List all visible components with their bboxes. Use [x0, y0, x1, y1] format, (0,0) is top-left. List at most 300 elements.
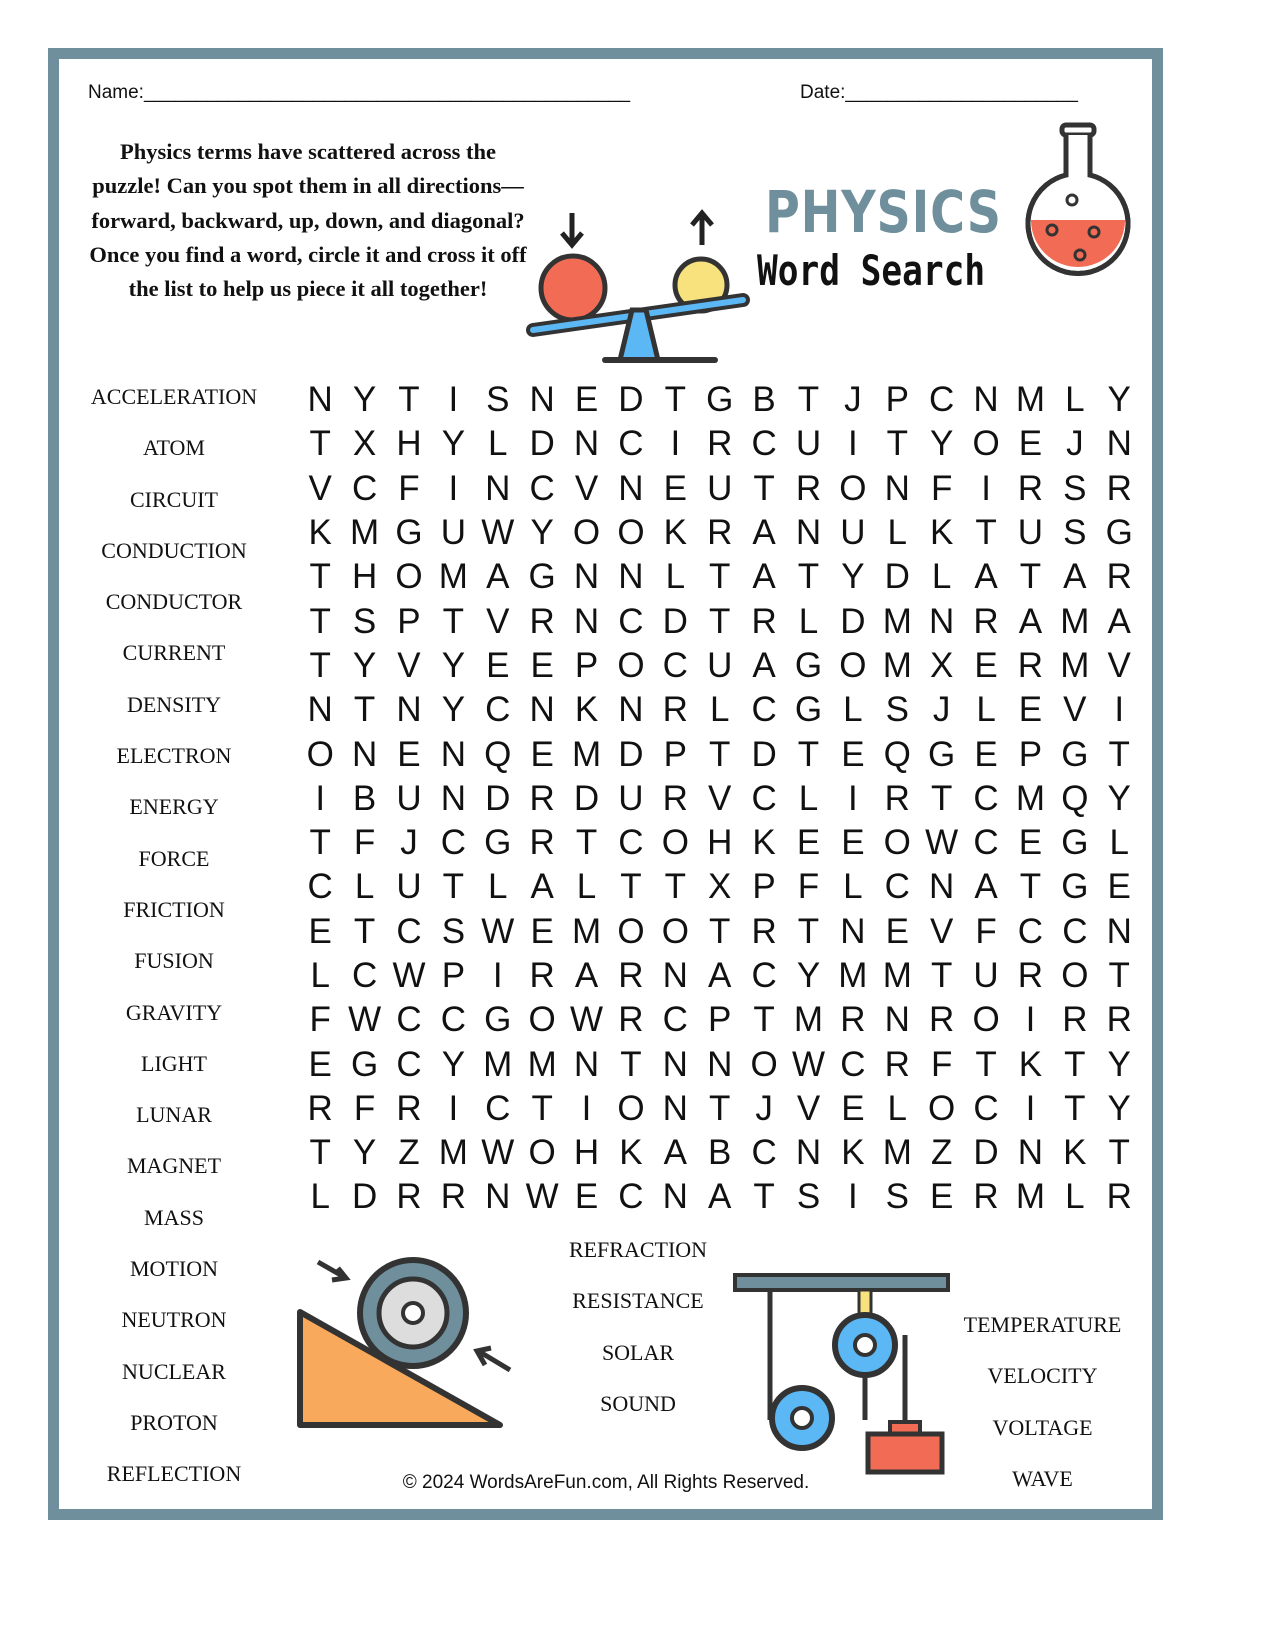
- grid-cell[interactable]: R: [662, 690, 688, 730]
- grid-cell[interactable]: L: [354, 867, 375, 907]
- grid-cell[interactable]: I: [315, 778, 326, 818]
- grid-cell[interactable]: J: [755, 1088, 773, 1128]
- grid-cell[interactable]: R: [707, 424, 733, 464]
- grid-cell[interactable]: C: [396, 1000, 422, 1040]
- grid-cell[interactable]: T: [753, 1000, 775, 1040]
- grid-cell[interactable]: O: [928, 1088, 956, 1128]
- grid-cell[interactable]: C: [751, 690, 777, 730]
- grid-cell[interactable]: N: [529, 690, 555, 730]
- grid-cell[interactable]: R: [396, 1088, 422, 1128]
- grid-cell[interactable]: P: [441, 956, 466, 995]
- grid-cell[interactable]: K: [841, 1133, 865, 1173]
- grid-cell[interactable]: L: [798, 601, 819, 641]
- grid-cell[interactable]: C: [751, 778, 777, 818]
- grid-cell[interactable]: C: [485, 690, 511, 730]
- grid-cell[interactable]: C: [1017, 911, 1044, 951]
- grid-cell[interactable]: N: [307, 380, 333, 420]
- grid-cell[interactable]: O: [395, 557, 423, 597]
- grid-cell[interactable]: Y: [1107, 1088, 1131, 1128]
- grid-cell[interactable]: G: [350, 1044, 379, 1084]
- grid-cell[interactable]: C: [973, 778, 999, 818]
- grid-cell[interactable]: R: [1106, 1000, 1132, 1040]
- grid-cell[interactable]: T: [709, 911, 731, 951]
- grid-cell[interactable]: D: [618, 734, 644, 774]
- grid-cell[interactable]: N: [618, 690, 644, 730]
- grid-cell[interactable]: O: [1061, 956, 1089, 995]
- grid-cell[interactable]: M: [882, 956, 912, 995]
- grid-cell[interactable]: R: [1017, 645, 1044, 685]
- grid-cell[interactable]: G: [528, 557, 556, 597]
- grid-cell[interactable]: R: [840, 1000, 866, 1040]
- grid-cell[interactable]: N: [573, 424, 600, 464]
- grid-cell[interactable]: R: [795, 468, 822, 508]
- grid-cell[interactable]: M: [438, 557, 468, 597]
- grid-cell[interactable]: T: [1019, 557, 1042, 597]
- grid-cell[interactable]: I: [1025, 1088, 1036, 1128]
- grid-cell[interactable]: K: [308, 513, 332, 553]
- grid-cell[interactable]: S: [486, 380, 510, 420]
- grid-cell[interactable]: G: [1061, 823, 1089, 863]
- grid-cell[interactable]: Y: [352, 645, 377, 685]
- grid-cell[interactable]: M: [350, 513, 380, 553]
- grid-cell[interactable]: V: [574, 468, 599, 508]
- grid-cell[interactable]: L: [576, 867, 597, 907]
- grid-cell[interactable]: R: [1017, 956, 1044, 995]
- grid-cell[interactable]: N: [884, 1000, 910, 1040]
- grid-cell[interactable]: G: [395, 513, 423, 553]
- grid-cell[interactable]: V: [1063, 690, 1087, 730]
- grid-cell[interactable]: D: [529, 424, 555, 464]
- grid-cell[interactable]: A: [752, 513, 776, 553]
- grid-cell[interactable]: Y: [1107, 1044, 1131, 1084]
- grid-cell[interactable]: T: [797, 734, 820, 774]
- grid-cell[interactable]: D: [485, 778, 511, 818]
- grid-cell[interactable]: X: [352, 424, 377, 464]
- grid-cell[interactable]: C: [440, 823, 466, 863]
- grid-cell[interactable]: R: [707, 513, 733, 553]
- grid-cell[interactable]: C: [396, 911, 422, 951]
- grid-cell[interactable]: W: [925, 823, 959, 863]
- grid-cell[interactable]: F: [797, 867, 820, 907]
- grid-cell[interactable]: T: [753, 1177, 775, 1217]
- grid-cell[interactable]: T: [709, 734, 731, 774]
- grid-cell[interactable]: W: [791, 1044, 826, 1084]
- grid-cell[interactable]: E: [841, 734, 865, 774]
- grid-cell[interactable]: W: [348, 1000, 382, 1040]
- grid-cell[interactable]: E: [841, 823, 865, 863]
- grid-cell[interactable]: N: [707, 1044, 733, 1084]
- grid-cell[interactable]: D: [840, 601, 866, 641]
- grid-cell[interactable]: R: [1062, 1000, 1088, 1040]
- grid-cell[interactable]: M: [527, 1044, 557, 1084]
- grid-cell[interactable]: Q: [883, 734, 911, 774]
- grid-cell[interactable]: R: [529, 778, 555, 818]
- grid-cell[interactable]: P: [708, 1000, 732, 1040]
- grid-cell[interactable]: S: [885, 1177, 909, 1217]
- grid-cell[interactable]: V: [308, 468, 332, 508]
- grid-cell[interactable]: I: [492, 956, 503, 995]
- grid-cell[interactable]: C: [929, 380, 955, 420]
- grid-cell[interactable]: N: [485, 468, 511, 508]
- grid-cell[interactable]: L: [887, 513, 907, 553]
- grid-cell[interactable]: O: [528, 1133, 556, 1173]
- grid-cell[interactable]: M: [882, 645, 912, 685]
- grid-cell[interactable]: A: [486, 557, 510, 597]
- grid-cell[interactable]: C: [485, 1088, 511, 1128]
- grid-cell[interactable]: K: [752, 823, 776, 863]
- grid-cell[interactable]: C: [618, 601, 644, 641]
- grid-cell[interactable]: E: [1107, 867, 1131, 907]
- grid-cell[interactable]: I: [448, 380, 459, 420]
- grid-cell[interactable]: D: [751, 734, 777, 774]
- grid-cell[interactable]: L: [709, 690, 730, 730]
- grid-cell[interactable]: S: [1063, 468, 1087, 508]
- grid-cell[interactable]: R: [396, 1177, 422, 1217]
- grid-cell[interactable]: A: [974, 557, 998, 597]
- grid-cell[interactable]: Z: [930, 1133, 953, 1173]
- grid-cell[interactable]: I: [1025, 1000, 1036, 1040]
- grid-cell[interactable]: C: [884, 867, 910, 907]
- grid-cell[interactable]: T: [442, 601, 465, 641]
- grid-cell[interactable]: Y: [796, 956, 821, 995]
- grid-cell[interactable]: T: [1064, 1088, 1086, 1128]
- grid-cell[interactable]: D: [573, 778, 600, 818]
- grid-cell[interactable]: E: [397, 734, 421, 774]
- grid-cell[interactable]: R: [529, 601, 555, 641]
- grid-cell[interactable]: L: [843, 690, 863, 730]
- grid-cell[interactable]: M: [1060, 645, 1090, 685]
- grid-cell[interactable]: L: [931, 557, 952, 597]
- date-field[interactable]: Date:______________________: [800, 82, 1078, 103]
- grid-cell[interactable]: O: [572, 513, 601, 553]
- grid-cell[interactable]: M: [1060, 601, 1090, 641]
- grid-cell[interactable]: W: [570, 1000, 604, 1040]
- grid-cell[interactable]: U: [396, 778, 422, 818]
- grid-cell[interactable]: C: [1062, 911, 1088, 951]
- grid-cell[interactable]: R: [929, 1000, 955, 1040]
- grid-cell[interactable]: E: [308, 1044, 332, 1084]
- grid-cell[interactable]: F: [353, 823, 376, 863]
- grid-cell[interactable]: E: [1018, 690, 1043, 730]
- grid-cell[interactable]: M: [1015, 778, 1046, 818]
- grid-cell[interactable]: N: [618, 468, 644, 508]
- grid-cell[interactable]: W: [481, 911, 515, 951]
- grid-cell[interactable]: N: [662, 956, 688, 995]
- grid-cell[interactable]: N: [351, 734, 378, 774]
- grid-cell[interactable]: T: [930, 956, 953, 995]
- grid-cell[interactable]: U: [440, 513, 466, 553]
- grid-cell[interactable]: W: [392, 956, 426, 995]
- grid-cell[interactable]: Y: [841, 557, 865, 597]
- grid-cell[interactable]: B: [352, 778, 377, 818]
- grid-cell[interactable]: L: [488, 424, 508, 464]
- grid-cell[interactable]: O: [972, 424, 1000, 464]
- grid-cell[interactable]: M: [882, 1133, 912, 1173]
- grid-cell[interactable]: U: [618, 778, 644, 818]
- grid-cell[interactable]: T: [398, 380, 420, 420]
- grid-cell[interactable]: B: [752, 380, 776, 420]
- grid-cell[interactable]: N: [440, 734, 466, 774]
- grid-cell[interactable]: N: [662, 1088, 688, 1128]
- grid-cell[interactable]: E: [841, 1088, 865, 1128]
- grid-cell[interactable]: Q: [1061, 778, 1089, 818]
- grid-cell[interactable]: E: [1018, 823, 1043, 863]
- grid-cell[interactable]: C: [751, 1133, 777, 1173]
- grid-cell[interactable]: S: [441, 911, 466, 951]
- grid-cell[interactable]: P: [397, 601, 421, 641]
- grid-cell[interactable]: T: [353, 690, 376, 730]
- grid-cell[interactable]: D: [662, 601, 688, 641]
- grid-cell[interactable]: U: [973, 956, 999, 995]
- grid-cell[interactable]: O: [839, 468, 867, 508]
- grid-cell[interactable]: G: [1061, 867, 1089, 907]
- grid-cell[interactable]: N: [795, 513, 822, 553]
- grid-cell[interactable]: O: [750, 1044, 778, 1084]
- grid-cell[interactable]: N: [440, 778, 466, 818]
- grid-cell[interactable]: J: [400, 823, 418, 863]
- grid-cell[interactable]: T: [975, 1044, 997, 1084]
- grid-cell[interactable]: C: [440, 1000, 466, 1040]
- grid-cell[interactable]: L: [1109, 823, 1129, 863]
- grid-cell[interactable]: P: [574, 645, 599, 685]
- grid-cell[interactable]: O: [617, 513, 645, 553]
- grid-cell[interactable]: R: [618, 1000, 644, 1040]
- grid-cell[interactable]: T: [886, 424, 908, 464]
- grid-cell[interactable]: D: [618, 380, 644, 420]
- grid-cell[interactable]: C: [529, 468, 555, 508]
- grid-cell[interactable]: J: [932, 690, 951, 730]
- grid-cell[interactable]: E: [885, 911, 909, 951]
- grid-cell[interactable]: X: [929, 645, 954, 685]
- grid-cell[interactable]: T: [309, 601, 331, 641]
- grid-cell[interactable]: M: [571, 911, 602, 951]
- grid-cell[interactable]: Z: [398, 1133, 420, 1173]
- grid-cell[interactable]: Y: [1107, 778, 1131, 818]
- grid-cell[interactable]: U: [1017, 513, 1044, 553]
- grid-cell[interactable]: R: [440, 1177, 466, 1217]
- grid-cell[interactable]: S: [352, 601, 377, 641]
- grid-cell[interactable]: M: [838, 956, 868, 995]
- grid-cell[interactable]: T: [797, 557, 820, 597]
- grid-cell[interactable]: O: [883, 823, 911, 863]
- grid-cell[interactable]: G: [928, 734, 956, 774]
- grid-cell[interactable]: G: [794, 690, 823, 730]
- grid-cell[interactable]: T: [797, 380, 820, 420]
- grid-cell[interactable]: N: [929, 867, 955, 907]
- grid-cell[interactable]: I: [581, 1088, 592, 1128]
- grid-cell[interactable]: P: [752, 867, 776, 907]
- grid-cell[interactable]: F: [398, 468, 420, 508]
- grid-cell[interactable]: R: [884, 778, 910, 818]
- grid-cell[interactable]: N: [1106, 911, 1132, 951]
- grid-cell[interactable]: V: [929, 911, 954, 951]
- grid-cell[interactable]: K: [1063, 1133, 1087, 1173]
- grid-cell[interactable]: W: [525, 1177, 559, 1217]
- grid-cell[interactable]: N: [662, 1177, 688, 1217]
- grid-cell[interactable]: R: [1017, 468, 1044, 508]
- grid-cell[interactable]: V: [708, 778, 732, 818]
- grid-cell[interactable]: A: [1063, 557, 1087, 597]
- grid-cell[interactable]: G: [484, 823, 512, 863]
- grid-cell[interactable]: C: [662, 645, 688, 685]
- grid-cell[interactable]: T: [620, 1044, 642, 1084]
- grid-cell[interactable]: L: [310, 1177, 330, 1217]
- grid-cell[interactable]: Y: [1107, 380, 1131, 420]
- grid-cell[interactable]: F: [309, 1000, 331, 1040]
- grid-cell[interactable]: C: [751, 956, 777, 995]
- grid-cell[interactable]: F: [353, 1088, 376, 1128]
- grid-cell[interactable]: Y: [352, 380, 377, 420]
- grid-cell[interactable]: E: [1018, 424, 1043, 464]
- grid-cell[interactable]: E: [796, 823, 821, 863]
- grid-cell[interactable]: N: [929, 601, 955, 641]
- grid-cell[interactable]: S: [1063, 513, 1087, 553]
- grid-cell[interactable]: R: [884, 1044, 910, 1084]
- grid-cell[interactable]: N: [973, 380, 999, 420]
- grid-cell[interactable]: T: [1108, 734, 1130, 774]
- grid-cell[interactable]: I: [981, 468, 991, 508]
- grid-cell[interactable]: G: [1105, 513, 1133, 553]
- grid-cell[interactable]: L: [798, 778, 819, 818]
- grid-cell[interactable]: A: [574, 956, 599, 995]
- grid-cell[interactable]: N: [485, 1177, 511, 1217]
- grid-cell[interactable]: A: [974, 867, 998, 907]
- grid-cell[interactable]: Y: [352, 1133, 377, 1173]
- grid-cell[interactable]: E: [530, 645, 554, 685]
- grid-cell[interactable]: I: [848, 424, 858, 464]
- grid-cell[interactable]: Y: [530, 513, 554, 553]
- grid-cell[interactable]: I: [448, 1088, 459, 1128]
- grid-cell[interactable]: E: [574, 380, 599, 420]
- grid-cell[interactable]: Y: [441, 690, 466, 730]
- grid-cell[interactable]: T: [309, 557, 331, 597]
- grid-cell[interactable]: W: [481, 513, 515, 553]
- grid-cell[interactable]: L: [488, 867, 508, 907]
- grid-cell[interactable]: R: [751, 601, 777, 641]
- grid-cell[interactable]: L: [976, 690, 996, 730]
- grid-cell[interactable]: T: [709, 1088, 731, 1128]
- grid-cell[interactable]: R: [529, 956, 555, 995]
- grid-cell[interactable]: O: [661, 823, 689, 863]
- grid-cell[interactable]: N: [840, 911, 866, 951]
- grid-cell[interactable]: T: [1064, 1044, 1086, 1084]
- grid-cell[interactable]: G: [794, 645, 823, 685]
- grid-cell[interactable]: C: [618, 823, 644, 863]
- grid-cell[interactable]: R: [751, 911, 777, 951]
- grid-cell[interactable]: A: [530, 867, 554, 907]
- grid-cell[interactable]: O: [306, 734, 334, 774]
- grid-cell[interactable]: T: [442, 867, 465, 907]
- grid-cell[interactable]: G: [1061, 734, 1089, 774]
- grid-cell[interactable]: N: [307, 690, 333, 730]
- grid-cell[interactable]: Y: [441, 645, 466, 685]
- grid-cell[interactable]: R: [307, 1088, 333, 1128]
- grid-cell[interactable]: E: [974, 734, 998, 774]
- grid-cell[interactable]: I: [848, 778, 858, 818]
- grid-cell[interactable]: O: [617, 645, 645, 685]
- grid-cell[interactable]: E: [929, 1177, 954, 1217]
- grid-cell[interactable]: L: [310, 956, 330, 995]
- grid-cell[interactable]: R: [973, 1177, 999, 1217]
- grid-cell[interactable]: T: [975, 513, 997, 553]
- grid-cell[interactable]: N: [1106, 424, 1132, 464]
- grid-cell[interactable]: C: [396, 1044, 422, 1084]
- grid-cell[interactable]: I: [1114, 690, 1125, 730]
- grid-cell[interactable]: T: [531, 1088, 553, 1128]
- grid-cell[interactable]: E: [486, 645, 510, 685]
- grid-cell[interactable]: N: [396, 690, 422, 730]
- grid-cell[interactable]: T: [709, 557, 731, 597]
- grid-cell[interactable]: E: [530, 911, 554, 951]
- grid-cell[interactable]: A: [663, 1133, 687, 1173]
- grid-cell[interactable]: J: [1066, 424, 1084, 464]
- grid-cell[interactable]: T: [753, 468, 775, 508]
- grid-cell[interactable]: A: [1107, 601, 1131, 641]
- grid-cell[interactable]: N: [662, 1044, 688, 1084]
- grid-cell[interactable]: L: [843, 867, 863, 907]
- grid-cell[interactable]: M: [1015, 380, 1046, 420]
- name-field[interactable]: Name:______________________________________________: [88, 82, 631, 103]
- grid-cell[interactable]: T: [620, 867, 642, 907]
- grid-cell[interactable]: N: [573, 601, 600, 641]
- grid-cell[interactable]: K: [1018, 1044, 1043, 1084]
- grid-cell[interactable]: C: [618, 424, 644, 464]
- grid-cell[interactable]: M: [571, 734, 602, 774]
- grid-cell[interactable]: M: [483, 1044, 513, 1084]
- grid-cell[interactable]: L: [887, 1088, 907, 1128]
- grid-cell[interactable]: I: [848, 1177, 858, 1217]
- grid-cell[interactable]: W: [481, 1133, 515, 1173]
- grid-cell[interactable]: F: [930, 468, 953, 508]
- grid-cell[interactable]: A: [708, 1177, 732, 1217]
- grid-cell[interactable]: I: [670, 424, 681, 464]
- grid-cell[interactable]: L: [1065, 380, 1085, 420]
- grid-cell[interactable]: D: [351, 1177, 378, 1217]
- grid-cell[interactable]: K: [663, 513, 687, 553]
- grid-cell[interactable]: T: [309, 424, 331, 464]
- grid-cell[interactable]: E: [574, 1177, 599, 1217]
- grid-cell[interactable]: R: [973, 601, 999, 641]
- grid-cell[interactable]: C: [751, 424, 777, 464]
- grid-cell[interactable]: E: [974, 645, 998, 685]
- grid-cell[interactable]: T: [1108, 956, 1130, 995]
- grid-cell[interactable]: H: [573, 1133, 600, 1173]
- grid-cell[interactable]: K: [929, 513, 954, 553]
- grid-cell[interactable]: N: [884, 468, 910, 508]
- grid-cell[interactable]: A: [752, 557, 776, 597]
- grid-cell[interactable]: R: [1106, 468, 1132, 508]
- grid-cell[interactable]: S: [796, 1177, 821, 1217]
- grid-cell[interactable]: O: [617, 911, 645, 951]
- grid-cell[interactable]: Y: [929, 424, 954, 464]
- grid-cell[interactable]: T: [1108, 1133, 1130, 1173]
- grid-cell[interactable]: F: [930, 1044, 953, 1084]
- grid-cell[interactable]: L: [1065, 1177, 1085, 1217]
- grid-cell[interactable]: P: [885, 380, 909, 420]
- grid-cell[interactable]: R: [1106, 557, 1132, 597]
- grid-cell[interactable]: B: [708, 1133, 732, 1173]
- grid-cell[interactable]: P: [663, 734, 687, 774]
- grid-cell[interactable]: C: [351, 956, 378, 995]
- grid-cell[interactable]: R: [618, 956, 644, 995]
- grid-cell[interactable]: D: [884, 557, 910, 597]
- grid-cell[interactable]: U: [707, 645, 733, 685]
- grid-cell[interactable]: V: [397, 645, 421, 685]
- grid-cell[interactable]: C: [662, 1000, 688, 1040]
- grid-cell[interactable]: J: [844, 380, 862, 420]
- grid-cell[interactable]: C: [307, 867, 333, 907]
- grid-cell[interactable]: N: [573, 557, 600, 597]
